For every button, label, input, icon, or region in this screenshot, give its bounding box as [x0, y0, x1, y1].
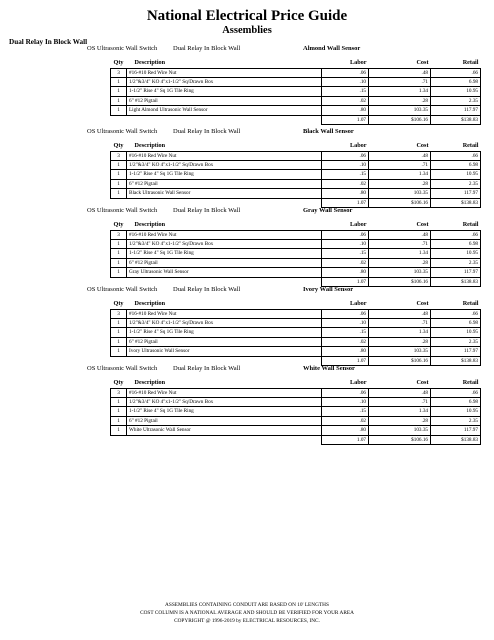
relay-label: Dual Relay In Block Wall — [173, 365, 241, 372]
assembly-block — [0, 44, 494, 135]
cell-cost: 1.34 — [369, 407, 431, 416]
cell-labor: .15 — [322, 407, 369, 416]
table-row — [111, 258, 481, 267]
total-labor: 1.07 — [322, 435, 369, 444]
cell-cost: 1.34 — [369, 87, 431, 96]
cell-description: 1-1/2" Rise 4" Sq 1G Tile Ring — [127, 249, 322, 258]
cell-retail: .66 — [431, 309, 481, 318]
table-row — [111, 96, 481, 105]
cell-retail: 10.95 — [431, 249, 481, 258]
table-row — [111, 388, 481, 397]
cell-description: 1-1/2" Rise 4" Sq 1G Tile Ring — [127, 87, 322, 96]
table-row — [111, 189, 481, 198]
sensor-label: Ivory Wall Sensor — [303, 286, 354, 293]
cell-labor: .02 — [322, 179, 369, 188]
footer-copyright: COPYRIGHT @ 1996-2019 by ELECTRICAL RESOURCES, INC. — [174, 618, 320, 624]
column-header-labor: Labor — [349, 142, 367, 149]
cell-retail: 6.98 — [431, 397, 481, 406]
total-cost: $106.16 — [369, 277, 431, 286]
cell-cost: .71 — [369, 318, 431, 327]
assembly-block — [0, 206, 494, 297]
total-retail: $138.83 — [431, 356, 481, 365]
cell-cost: .48 — [369, 388, 431, 397]
table-row — [111, 416, 481, 425]
relay-label: Dual Relay In Block Wall — [173, 45, 241, 52]
table-row — [111, 328, 481, 337]
column-header-qty: Qty — [113, 221, 124, 228]
table-row — [111, 347, 481, 356]
switch-label: OS Ultrasonic Wall Switch — [87, 45, 158, 52]
column-header-qty: Qty — [113, 59, 124, 66]
totals-spacer — [127, 115, 322, 124]
cell-qty: 1 — [111, 407, 127, 416]
cell-description: 1/2"&3/4" KO 4"x1-1/2" Sq/Drawn Box — [127, 397, 322, 406]
column-header-qty: Qty — [113, 142, 124, 149]
relay-label: Dual Relay In Block Wall — [173, 128, 241, 135]
total-cost: $106.16 — [369, 115, 431, 124]
cell-retail: 2.35 — [431, 179, 481, 188]
cell-labor: .80 — [322, 426, 369, 435]
cell-qty: 3 — [111, 309, 127, 318]
cell-qty: 1 — [111, 106, 127, 115]
column-header-cost: Cost — [416, 142, 429, 149]
totals-spacer — [127, 435, 322, 444]
assembly-header — [0, 44, 494, 54]
column-header-cost: Cost — [416, 300, 429, 307]
relay-label: Dual Relay In Block Wall — [173, 207, 241, 214]
column-header-labor: Labor — [349, 379, 367, 386]
totals-spacer — [111, 115, 127, 124]
column-header-labor: Labor — [349, 300, 367, 307]
table-header-row — [111, 58, 481, 68]
cell-qty: 1 — [111, 268, 127, 277]
cell-description: White Ultrasonic Wall Sensor — [127, 426, 322, 435]
total-cost: $106.16 — [369, 435, 431, 444]
column-header-qty: Qty — [113, 379, 124, 386]
cell-cost: .48 — [369, 151, 431, 160]
cell-qty: 1 — [111, 87, 127, 96]
table-header-row — [111, 220, 481, 230]
cell-retail: 117.97 — [431, 268, 481, 277]
assembly-table — [110, 299, 481, 366]
assembly-header — [0, 364, 494, 374]
table-row — [111, 239, 481, 248]
table-row — [111, 68, 481, 77]
cell-qty: 3 — [111, 68, 127, 77]
cell-description: 1/2"&3/4" KO 4"x1-1/2" Sq/Drawn Box — [127, 318, 322, 327]
column-header-retail: Retail — [462, 300, 479, 307]
total-cost: $106.16 — [369, 198, 431, 207]
switch-label: OS Ultrasonic Wall Switch — [87, 365, 158, 372]
cell-qty: 1 — [111, 426, 127, 435]
cell-description: 1/2"&3/4" KO 4"x1-1/2" Sq/Drawn Box — [127, 239, 322, 248]
cell-retail: 10.95 — [431, 407, 481, 416]
switch-label: OS Ultrasonic Wall Switch — [87, 286, 158, 293]
cell-qty: 1 — [111, 170, 127, 179]
cell-qty: 1 — [111, 258, 127, 267]
cell-retail: 2.35 — [431, 96, 481, 105]
cell-retail: 6.98 — [431, 318, 481, 327]
cell-cost: .71 — [369, 239, 431, 248]
assembly-header — [0, 206, 494, 216]
column-header-qty: Qty — [113, 300, 124, 307]
cell-labor: .02 — [322, 258, 369, 267]
cell-cost: 103.35 — [369, 106, 431, 115]
cell-cost: .28 — [369, 337, 431, 346]
totals-row — [111, 435, 481, 444]
cell-labor: .80 — [322, 189, 369, 198]
table-header-row — [111, 378, 481, 388]
cell-labor: .15 — [322, 328, 369, 337]
cell-cost: 1.34 — [369, 328, 431, 337]
column-header-description: Description — [134, 142, 166, 149]
cell-description: #16-#10 Red Wire Nut — [127, 230, 322, 239]
footer-note-cost: COST COLUMN IS A NATIONAL AVERAGE AND SHOULD BE VERIFIED FOR YOUR AREA — [140, 610, 354, 616]
cell-qty: 1 — [111, 416, 127, 425]
cell-cost: .28 — [369, 258, 431, 267]
cell-qty: 1 — [111, 239, 127, 248]
cell-labor: .15 — [322, 87, 369, 96]
cell-description: #16-#10 Red Wire Nut — [127, 309, 322, 318]
assembly-block — [0, 364, 494, 455]
cell-description: 6" #12 Pigtail — [127, 179, 322, 188]
table-row — [111, 151, 481, 160]
cell-description: 1/2"&3/4" KO 4"x1-1/2" Sq/Drawn Box — [127, 77, 322, 86]
cell-description: 1-1/2" Rise 4" Sq 1G Tile Ring — [127, 328, 322, 337]
column-header-labor: Labor — [349, 59, 367, 66]
cell-labor: .10 — [322, 239, 369, 248]
table-row — [111, 106, 481, 115]
cell-description: 6" #12 Pigtail — [127, 416, 322, 425]
cell-labor: .06 — [322, 151, 369, 160]
cell-cost: .48 — [369, 230, 431, 239]
cell-retail: 117.97 — [431, 189, 481, 198]
cell-labor: .10 — [322, 397, 369, 406]
cell-labor: .02 — [322, 416, 369, 425]
cell-qty: 1 — [111, 328, 127, 337]
cell-retail: .66 — [431, 68, 481, 77]
cell-labor: .80 — [322, 347, 369, 356]
section-label: Dual Relay In Block Wall — [9, 38, 88, 46]
cell-labor: .10 — [322, 318, 369, 327]
table-row — [111, 77, 481, 86]
cell-description: 6" #12 Pigtail — [127, 258, 322, 267]
column-header-description: Description — [134, 300, 166, 307]
cell-description: 6" #12 Pigtail — [127, 337, 322, 346]
footer-note-conduit: ASSEMBLIES CONTAINING CONDUIT ARE BASED ON 10' LENGTHS — [165, 602, 329, 608]
cell-retail: 10.95 — [431, 328, 481, 337]
cell-labor: .15 — [322, 170, 369, 179]
table-row — [111, 170, 481, 179]
assembly-table — [110, 378, 481, 445]
totals-spacer — [111, 435, 127, 444]
cell-description: 1/2"&3/4" KO 4"x1-1/2" Sq/Drawn Box — [127, 160, 322, 169]
cell-qty: 3 — [111, 388, 127, 397]
column-header-retail: Retail — [462, 221, 479, 228]
cell-description: #16-#10 Red Wire Nut — [127, 151, 322, 160]
cell-retail: 2.35 — [431, 258, 481, 267]
cell-description: #16-#10 Red Wire Nut — [127, 68, 322, 77]
cell-description: 1-1/2" Rise 4" Sq 1G Tile Ring — [127, 170, 322, 179]
table-row — [111, 87, 481, 96]
cell-retail: 6.98 — [431, 77, 481, 86]
cell-labor: .06 — [322, 68, 369, 77]
table-row — [111, 249, 481, 258]
cell-labor: .02 — [322, 337, 369, 346]
switch-label: OS Ultrasonic Wall Switch — [87, 207, 158, 214]
cell-description: Light Almond Ultrasonic Wall Sensor — [127, 106, 322, 115]
total-cost: $106.16 — [369, 356, 431, 365]
cell-cost: 103.35 — [369, 426, 431, 435]
cell-cost: .48 — [369, 68, 431, 77]
cell-description: Gray Ultrasonic Wall Sensor — [127, 268, 322, 277]
cell-cost: .71 — [369, 397, 431, 406]
table-header-row — [111, 141, 481, 151]
column-header-cost: Cost — [416, 221, 429, 228]
total-labor: 1.07 — [322, 356, 369, 365]
total-labor: 1.07 — [322, 277, 369, 286]
cell-labor: .10 — [322, 160, 369, 169]
cell-retail: 117.97 — [431, 106, 481, 115]
cell-cost: .71 — [369, 160, 431, 169]
assembly-table — [110, 220, 481, 287]
column-header-description: Description — [134, 59, 166, 66]
table-row — [111, 407, 481, 416]
table-row — [111, 397, 481, 406]
cell-retail: .66 — [431, 151, 481, 160]
total-retail: $138.83 — [431, 277, 481, 286]
cell-qty: 1 — [111, 318, 127, 327]
sensor-label: Black Wall Sensor — [303, 128, 354, 135]
cell-labor: .15 — [322, 249, 369, 258]
cell-labor: .02 — [322, 96, 369, 105]
relay-label: Dual Relay In Block Wall — [173, 286, 241, 293]
cell-cost: 103.35 — [369, 347, 431, 356]
assembly-header — [0, 127, 494, 137]
cell-cost: .28 — [369, 179, 431, 188]
assembly-block — [0, 127, 494, 218]
cell-qty: 1 — [111, 160, 127, 169]
cell-qty: 1 — [111, 397, 127, 406]
column-header-retail: Retail — [462, 59, 479, 66]
table-row — [111, 230, 481, 239]
cell-retail: 6.98 — [431, 160, 481, 169]
total-retail: $138.83 — [431, 198, 481, 207]
cell-cost: .28 — [369, 96, 431, 105]
column-header-retail: Retail — [462, 142, 479, 149]
cell-retail: 2.35 — [431, 337, 481, 346]
sensor-label: Almond Wall Sensor — [303, 45, 361, 52]
column-header-cost: Cost — [416, 379, 429, 386]
assembly-header — [0, 285, 494, 295]
column-header-cost: Cost — [416, 59, 429, 66]
total-labor: 1.07 — [322, 115, 369, 124]
assembly-table — [110, 58, 481, 125]
cell-qty: 1 — [111, 96, 127, 105]
cell-description: Ivory Ultrasonic Wall Sensor — [127, 347, 322, 356]
cell-labor: .06 — [322, 230, 369, 239]
assembly-block — [0, 285, 494, 376]
table-row — [111, 160, 481, 169]
sensor-label: White Wall Sensor — [303, 365, 355, 372]
column-header-retail: Retail — [462, 379, 479, 386]
cell-labor: .80 — [322, 106, 369, 115]
column-header-labor: Labor — [349, 221, 367, 228]
cell-labor: .06 — [322, 309, 369, 318]
cell-qty: 1 — [111, 189, 127, 198]
page-subtitle: Assemblies — [222, 25, 272, 36]
cell-labor: .80 — [322, 268, 369, 277]
cell-retail: 117.97 — [431, 347, 481, 356]
cell-labor: .10 — [322, 77, 369, 86]
cell-retail: 6.98 — [431, 239, 481, 248]
cell-cost: .71 — [369, 77, 431, 86]
column-header-description: Description — [134, 221, 166, 228]
column-header-description: Description — [134, 379, 166, 386]
table-row — [111, 426, 481, 435]
table-row — [111, 337, 481, 346]
cell-description: #16-#10 Red Wire Nut — [127, 388, 322, 397]
page-footer — [0, 601, 494, 625]
cell-labor: .06 — [322, 388, 369, 397]
cell-retail: 10.95 — [431, 170, 481, 179]
cell-qty: 3 — [111, 230, 127, 239]
cell-cost: .28 — [369, 416, 431, 425]
cell-qty: 3 — [111, 151, 127, 160]
total-labor: 1.07 — [322, 198, 369, 207]
table-row — [111, 309, 481, 318]
totals-row — [111, 115, 481, 124]
cell-retail: 10.95 — [431, 87, 481, 96]
switch-label: OS Ultrasonic Wall Switch — [87, 128, 158, 135]
sensor-label: Gray Wall Sensor — [303, 207, 353, 214]
cell-cost: 103.35 — [369, 189, 431, 198]
total-retail: $138.83 — [431, 115, 481, 124]
page-title: National Electrical Price Guide — [146, 8, 348, 24]
cell-cost: 1.34 — [369, 249, 431, 258]
cell-cost: 1.34 — [369, 170, 431, 179]
cell-description: 1-1/2" Rise 4" Sq 1G Tile Ring — [127, 407, 322, 416]
cell-qty: 1 — [111, 347, 127, 356]
cell-description: 6" #12 Pigtail — [127, 96, 322, 105]
cell-retail: .66 — [431, 388, 481, 397]
cell-qty: 1 — [111, 179, 127, 188]
cell-retail: .66 — [431, 230, 481, 239]
cell-qty: 1 — [111, 77, 127, 86]
cell-description: Black Ultrasonic Wall Sensor — [127, 189, 322, 198]
cell-cost: 103.35 — [369, 268, 431, 277]
cell-cost: .48 — [369, 309, 431, 318]
cell-retail: 117.97 — [431, 426, 481, 435]
total-retail: $138.83 — [431, 435, 481, 444]
cell-qty: 1 — [111, 249, 127, 258]
cell-retail: 2.35 — [431, 416, 481, 425]
table-row — [111, 179, 481, 188]
table-row — [111, 268, 481, 277]
assembly-table — [110, 141, 481, 208]
cell-qty: 1 — [111, 337, 127, 346]
table-row — [111, 318, 481, 327]
table-header-row — [111, 299, 481, 309]
